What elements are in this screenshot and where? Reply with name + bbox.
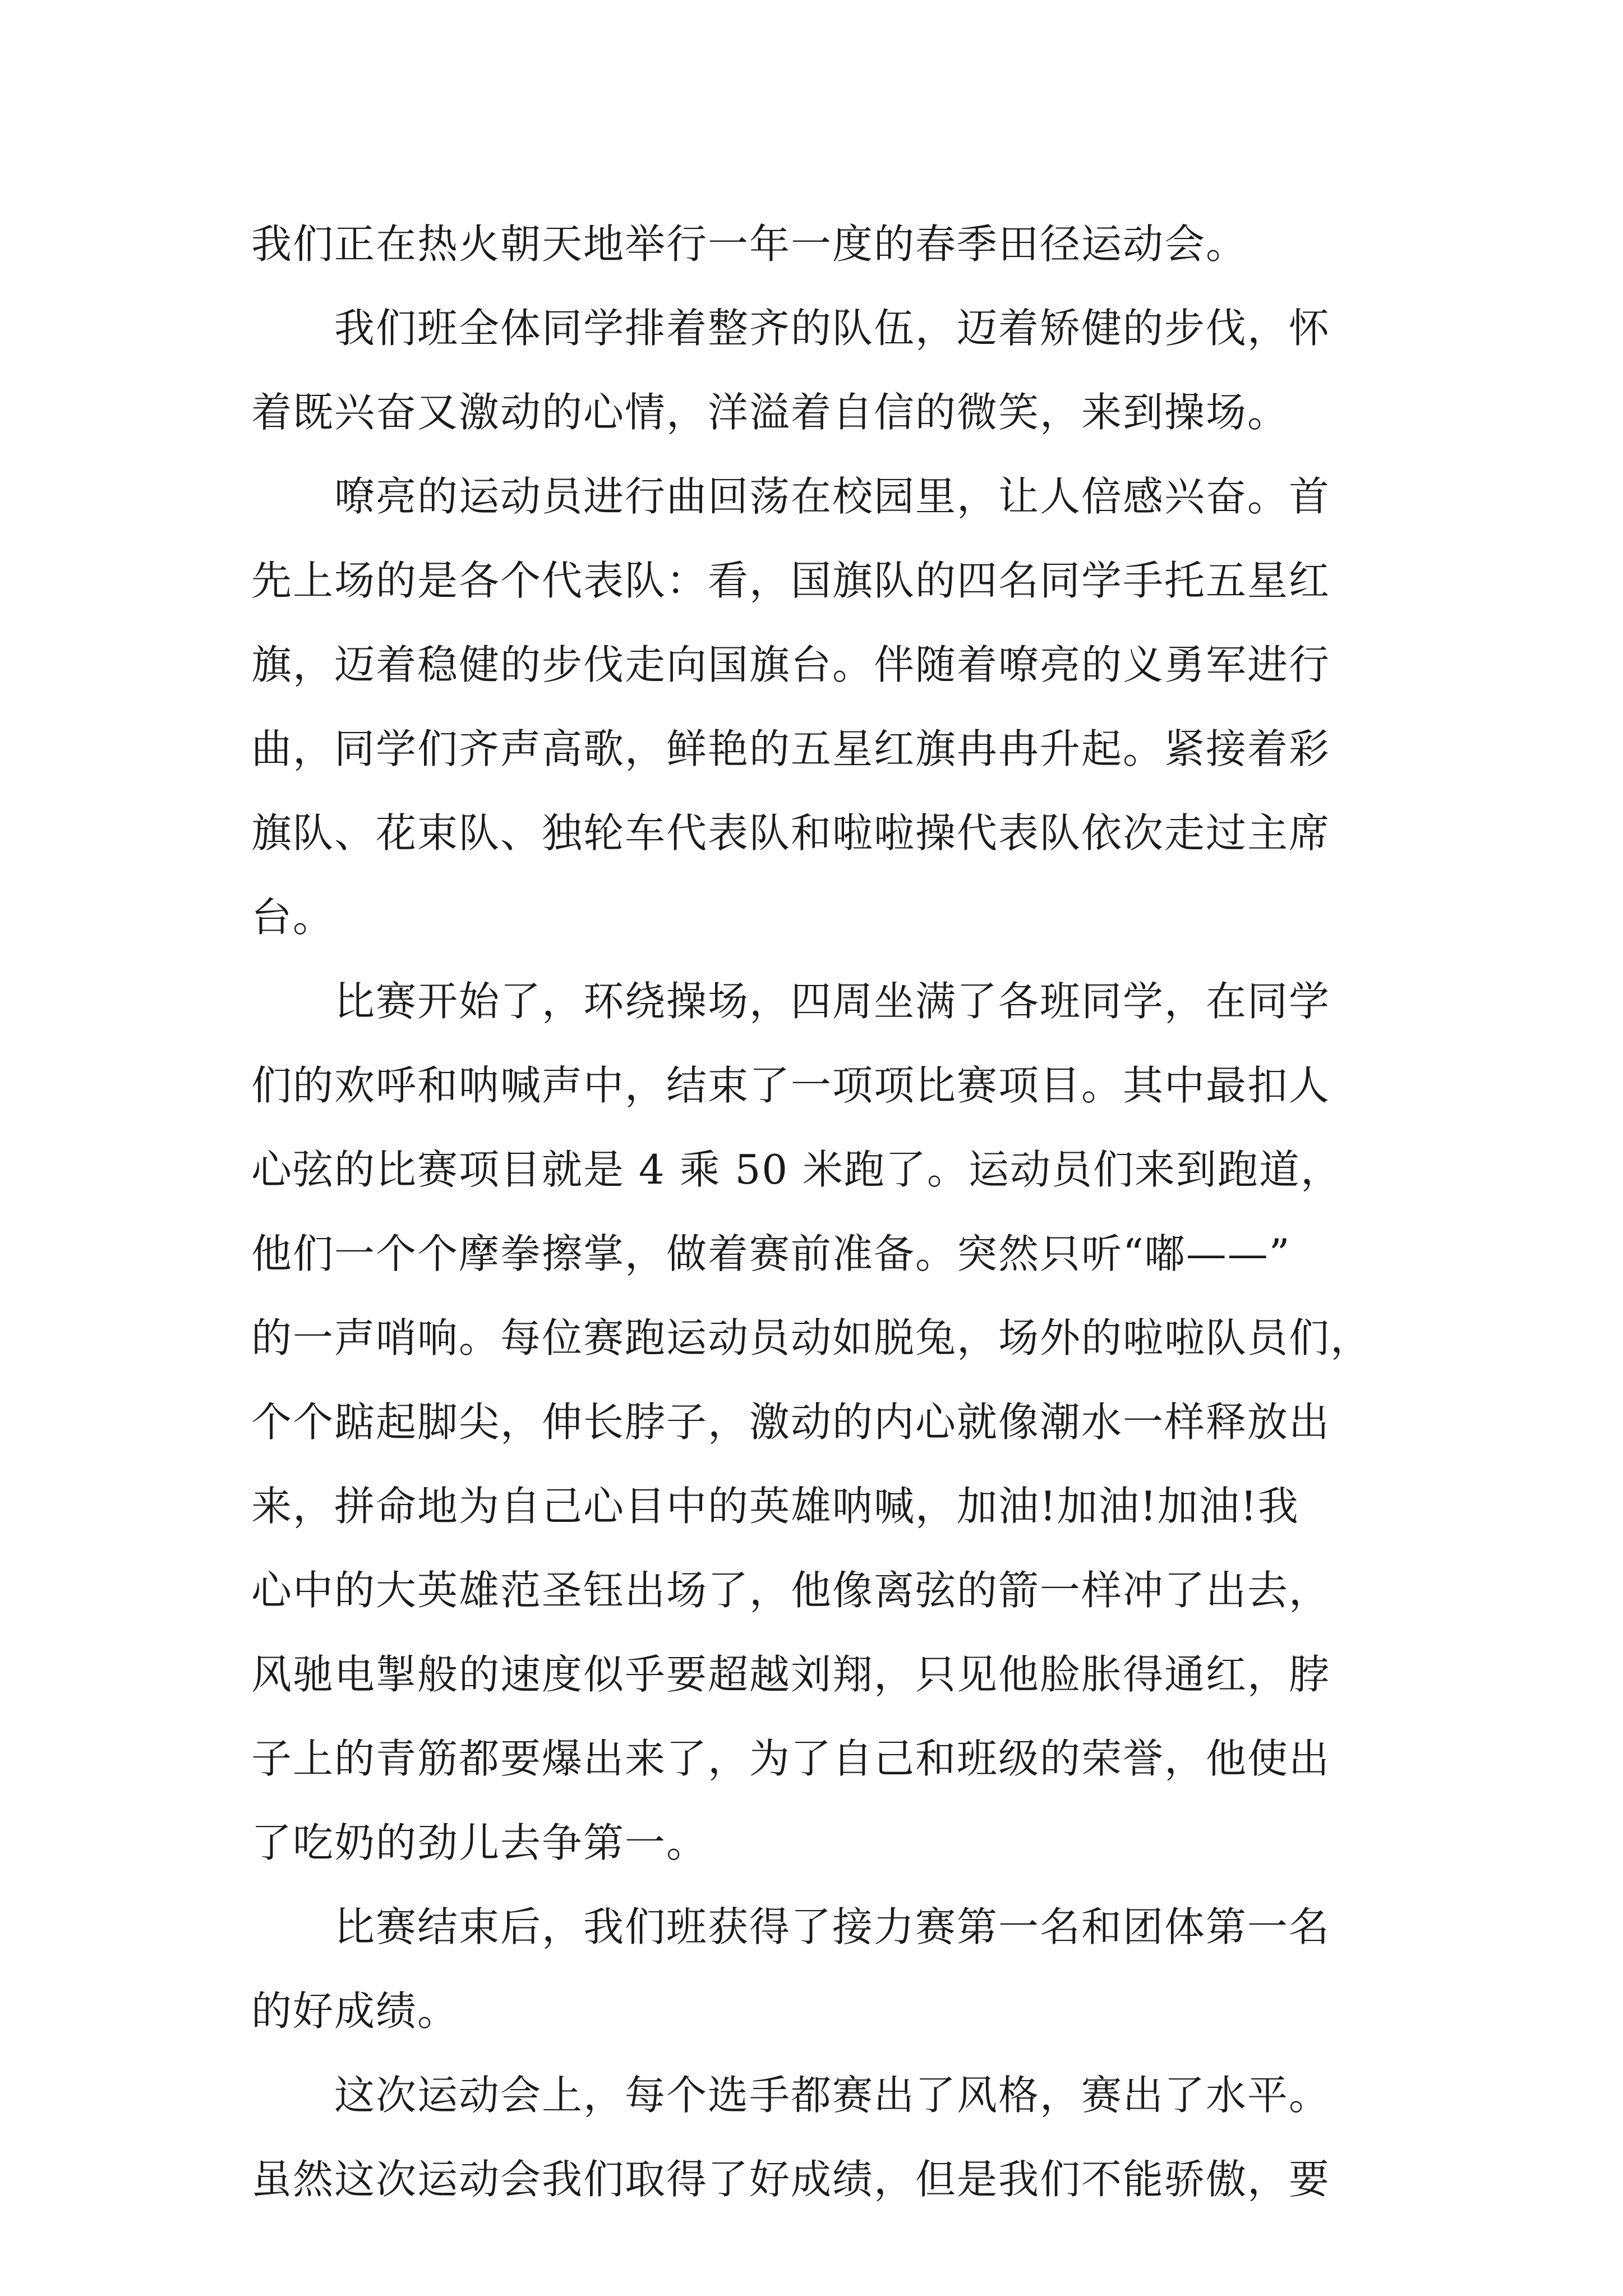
text-line: 了吃奶的劲儿去争第一。: [251, 1819, 708, 1866]
text-line: 个个踮起脚尖，伸长脖子，激动的内心就像潮水一样释放出: [251, 1398, 1331, 1446]
text-line: 旗，迈着稳健的步伐走向国旗台。伴随着嘹亮的义勇军进行: [251, 641, 1331, 688]
text-line: 旗队、花束队、独轮车代表队和啦啦操代表队依次走过主席: [251, 809, 1331, 857]
text-line: 心中的大英雄范圣钰出场了，他像离弦的箭一样冲了出去，: [251, 1567, 1331, 1614]
text-line: 着既兴奋又激动的心情，洋溢着自信的微笑，来到操场。: [251, 389, 1289, 436]
text-line: 虽然这次运动会我们取得了好成绩，但是我们不能骄傲，要: [251, 2156, 1331, 2203]
text-line: 比赛结束后，我们班获得了接力赛第一名和团体第一名: [334, 1903, 1331, 1950]
text-line: 心弦的比赛项目就是 4 乘 50 米跑了。运动员们来到跑道，: [251, 1146, 1342, 1193]
text-line: 的好成绩。: [251, 1987, 459, 2035]
text-line: 台。: [251, 894, 335, 941]
text-line: 们的欢呼和呐喊声中，结束了一项项比赛项目。其中最扣人: [251, 1062, 1331, 1109]
text-line: 他们一个个摩拳擦掌，做着赛前准备。突然只听“嘟——”: [251, 1230, 1291, 1277]
text-line: 风驰电掣般的速度似乎要超越刘翔，只见他脸胀得通红，脖: [251, 1651, 1331, 1698]
text-line: 来，拼命地为自己心目中的英雄呐喊，加油!加油!加油!我: [251, 1483, 1299, 1530]
text-line: 曲，同学们齐声高歌，鲜艳的五星红旗冉冉升起。紧接着彩: [251, 725, 1331, 772]
text-line: 比赛开始了，环绕操场，四周坐满了各班同学，在同学: [334, 978, 1331, 1025]
text-line: 的一声哨响。每位赛跑运动员动如脱兔，场外的啦啦队员们，: [251, 1314, 1372, 1361]
text-line: 子上的青筋都要爆出来了，为了自己和班级的荣誉，他使出: [251, 1735, 1331, 1782]
text-line: 嘹亮的运动员进行曲回荡在校园里，让人倍感兴奋。首: [334, 473, 1331, 520]
text-line: 先上场的是各个代表队：看，国旗队的四名同学手托五星红: [251, 557, 1331, 604]
text-line: 我们班全体同学排着整齐的队伍，迈着矫健的步伐，怀: [334, 305, 1331, 352]
text-line: 我们正在热火朝天地举行一年一度的春季田径运动会。: [251, 220, 1248, 268]
text-line: 这次运动会上，每个选手都赛出了风格，赛出了水平。: [334, 2072, 1331, 2119]
